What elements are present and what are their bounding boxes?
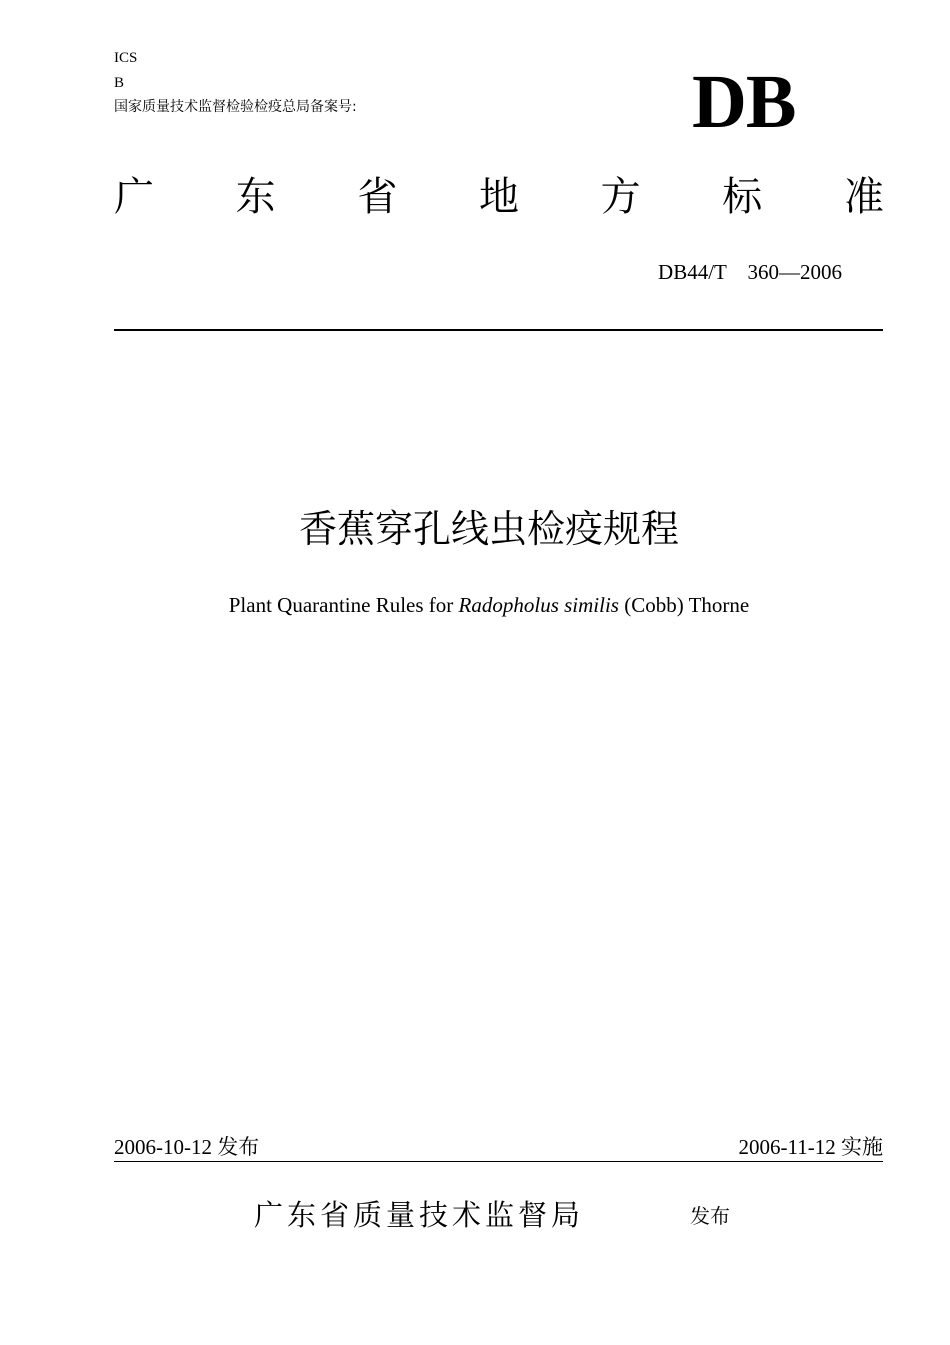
title-en-suffix: (Cobb) Thorne <box>618 593 750 617</box>
footer-divider <box>114 1161 883 1162</box>
document-title-cn: 香蕉穿孔线虫检疫规程 <box>298 507 679 551</box>
classification-char: 标 <box>722 174 763 220</box>
classification-char: 方 <box>600 174 641 220</box>
ccs-code: B <box>114 75 125 91</box>
classification-char: 省 <box>357 174 398 220</box>
title-en-prefix: Plant Quarantine Rules for <box>228 593 459 617</box>
db-logo: DB <box>692 60 796 144</box>
release-date <box>114 1134 259 1160</box>
standard-number: DB44/T 360—2006 <box>658 260 842 284</box>
release-label: 发布 <box>217 1135 260 1159</box>
issuing-authority: 广东省质量技术监督局 <box>254 1198 585 1232</box>
document-title-en <box>0 592 950 618</box>
issuing-label: 发布 <box>690 1204 730 1228</box>
implementation-date <box>600 1134 883 1160</box>
ics-code: ICS <box>114 50 138 66</box>
classification-char: 东 <box>235 174 276 220</box>
release-date-value: 2006-10-12 <box>114 1135 212 1159</box>
classification-char: 准 <box>843 174 884 220</box>
title-en-species: Radopholus similis <box>458 593 619 617</box>
header-divider <box>114 329 883 331</box>
classification-char: 地 <box>478 174 519 220</box>
standard-classification <box>114 172 884 222</box>
implementation-date-value: 2006-11-12 <box>738 1135 836 1159</box>
filing-number-label: 国家质量技术监督检验检疫总局备案号: <box>114 99 357 115</box>
classification-char: 广 <box>114 174 154 220</box>
implementation-label: 实施 <box>841 1135 883 1159</box>
